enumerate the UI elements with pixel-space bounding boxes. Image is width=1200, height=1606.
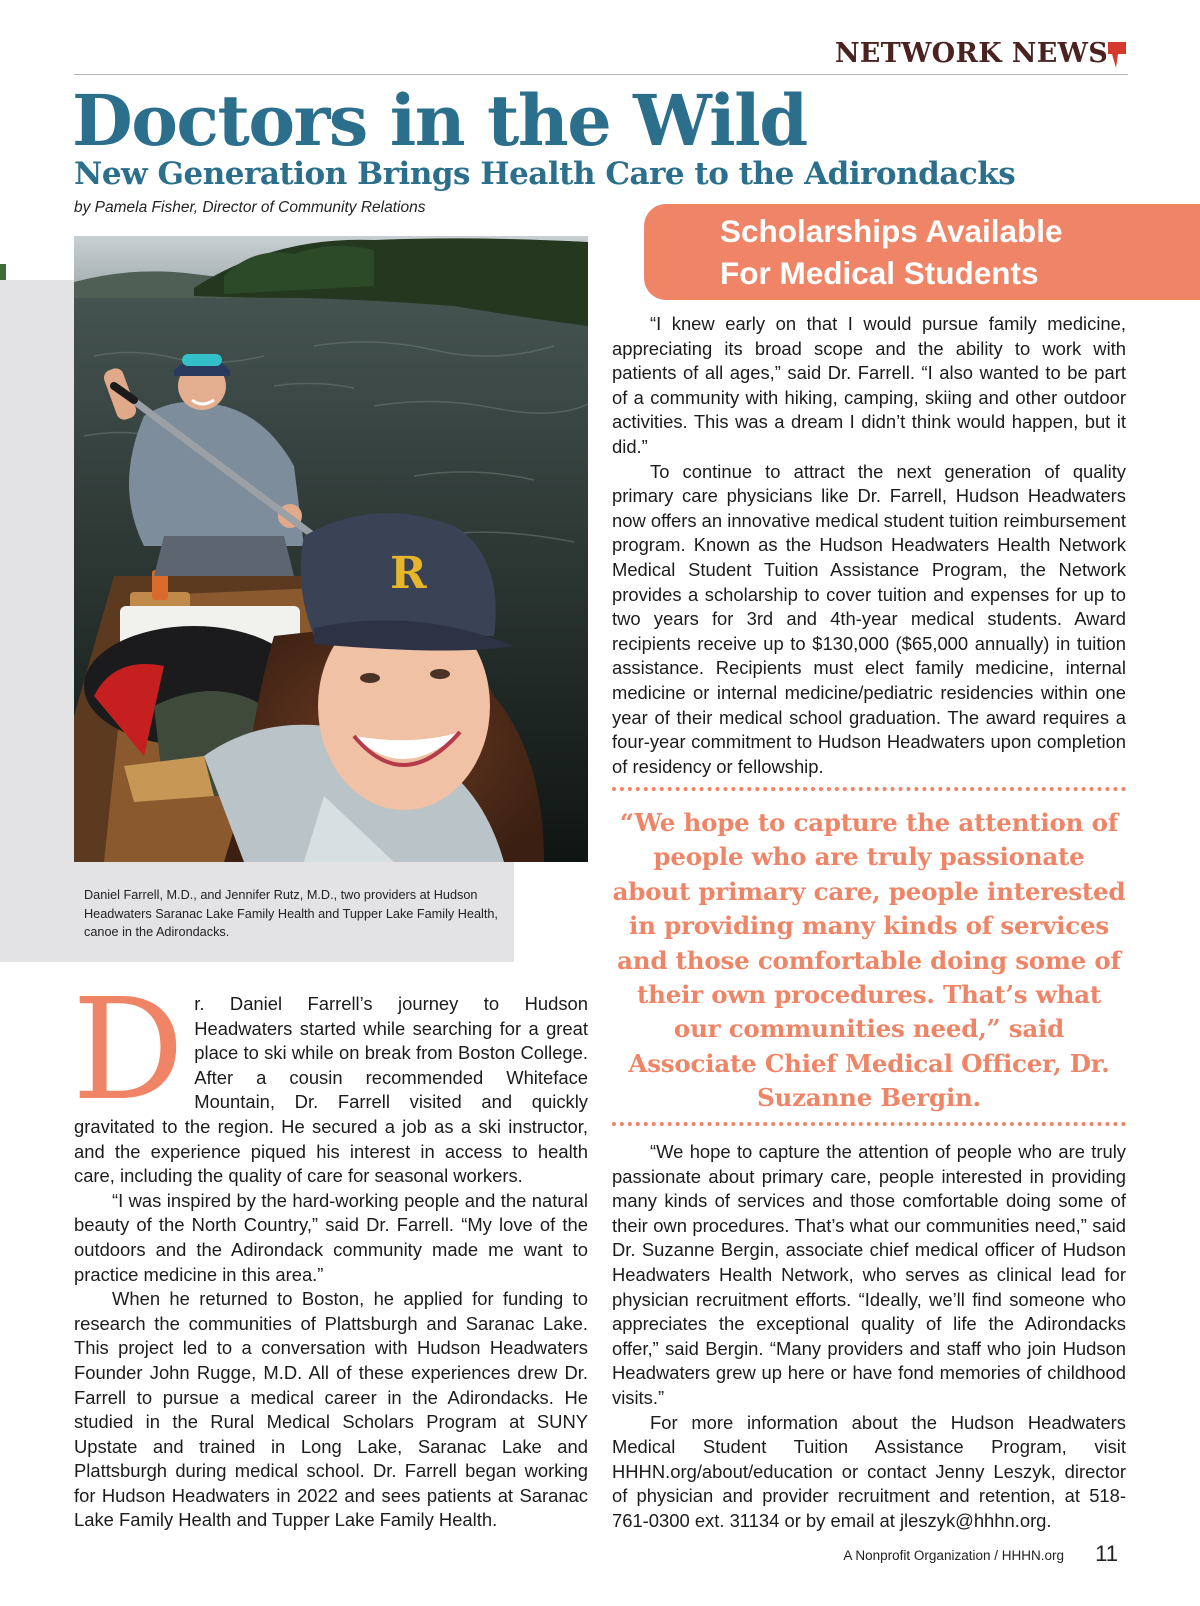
sidebar-paragraph: “We hope to capture the attention of people who are truly passionate about primary care, people interested in providing many kinds of services and those comfortable doing some of their own procedures. That’s what our communities need,” said Dr. Suzanne Bergin, associate chief medical officer of Hudson Headwaters Health Network, who serves as clinical lead for physician recruitment efforts. “Ideally, we’ll find someone who appreciates the exceptional quality of life the Adirondacks offer,” said Bergin. “Many providers and staff who join Hudson Headwaters grew up here or have fond memories of childhood visits.” bbox=[612, 1141, 1126, 1408]
flag-icon bbox=[1106, 40, 1128, 70]
article-subtitle: New Generation Brings Health Care to the Adirondacks bbox=[74, 156, 1016, 192]
sidebar-column-top bbox=[612, 312, 1126, 779]
body-paragraph: “I was inspired by the hard-working people and the natural beauty of the North Country,” said Dr. Farrell. “My love of the outdoors and the Adirondack community made me want to practice medicine in this area.” bbox=[74, 1189, 588, 1285]
article-title: Doctors in the Wild bbox=[72, 79, 807, 162]
footer-org: A Nonprofit Organization / HHHN.org bbox=[843, 1548, 1064, 1563]
body-paragraph: When he returned to Boston, he applied for funding to research the communities of Plattsburgh and Saranac Lake. This project led to a conversation with Hudson Headwaters Founder John Rugge, M.D. All of these experiences drew Dr. Farrell to pursue a medical career in the Adirondacks. He studied in the Rural Medical Scholars Program at SUNY Upstate and trained in Long Lake, Saranac Lake and Plattsburgh during medical school. Dr. Farrell began working for Hudson Headwaters in 2022 and sees patients at Saranac Lake Family Health and Tupper Lake Family Health. bbox=[74, 1288, 588, 1531]
pull-quote: “We hope to capture the attention of people who are truly passionate about primary care, people interested in providing many kinds of services and those comfortable doing some of their own procedures. That’s what our communities need,” said Associate Chief Medical Officer, Dr. Suzanne Bergin. bbox=[612, 808, 1126, 1113]
canoe-photo bbox=[74, 236, 588, 862]
sidebar-paragraph: “I knew early on that I would pursue family medicine, appreciating its broad scope and the ability to work with patients of all ages,” said Dr. Farrell. “I also wanted to be part of a community with hiking, camping, skiing and other outdoor activities. This was a dream I didn’t think would happen, but it did.” bbox=[612, 313, 1126, 457]
lead-paragraph bbox=[72, 969, 588, 1189]
scholarships-banner bbox=[644, 204, 1200, 300]
banner-line-2: For Medical Students bbox=[720, 255, 1039, 291]
page-number: 11 bbox=[1095, 1541, 1118, 1566]
body-column bbox=[72, 969, 588, 1533]
sidebar-column-bottom bbox=[612, 1140, 1126, 1534]
dotted-divider-top bbox=[612, 787, 1126, 791]
photo-caption: Daniel Farrell, M.D., and Jennifer Rutz, M.D., two providers at Hudson Headwaters Saranac Lake Family Health and Tupper Lake Family Health, canoe in the Adirondacks. bbox=[84, 888, 498, 939]
section-header: NETWORK NEWS bbox=[834, 38, 1108, 69]
sidebar-paragraph: For more information about the Hudson Headwaters Medical Student Tuition Assistance Program, visit HHHN.org/about/education or contact Jenny Leszyk, director of physician and provider recruitment and retention, at 518-761-0300 ext. 31134 or by email at jleszyk@hhhn.org. bbox=[612, 1411, 1126, 1531]
cap-letter: R bbox=[390, 548, 427, 599]
lead-text: r. Daniel Farrell’s journey to Hudson Headwaters started while searching for a great place to ski while on break from Boston College. After a cousin recommended Whiteface Mountain, Dr. Farrell visited and quickly gravitated to the region. He secured a job as a ski instructor, and the experience piqued his interest in access to health care, including the quality of care for seasonal workers. bbox=[74, 993, 588, 1187]
banner-line-1: Scholarships Available bbox=[720, 213, 1063, 249]
header-rule bbox=[74, 74, 1128, 75]
sidebar-paragraph: To continue to attract the next generation of quality primary care physicians like Dr. Farrell, Hudson Headwaters now offers an innovative medical student tuition reimbursement program. Known as the Hudson Headwaters Health Network Medical Student Tuition Assistance Program, the Network provides a scholarship to cover tuition and expenses for up to two years for 3rd and 4th-year medical students. Award recipients receive up to $130,000 ($65,000 annually) in tuition assistance. Recipients must elect family medicine, internal medicine or internal medicine/pediatric residencies within one year of their medical school graduation. The award requires a four-year commitment to Hudson Headwaters upon completion of residency or fellowship. bbox=[612, 460, 1126, 777]
drop-cap: D bbox=[72, 969, 185, 1132]
byline: by Pamela Fisher, Director of Community Relations bbox=[74, 199, 426, 216]
dotted-divider-bottom bbox=[612, 1122, 1126, 1126]
